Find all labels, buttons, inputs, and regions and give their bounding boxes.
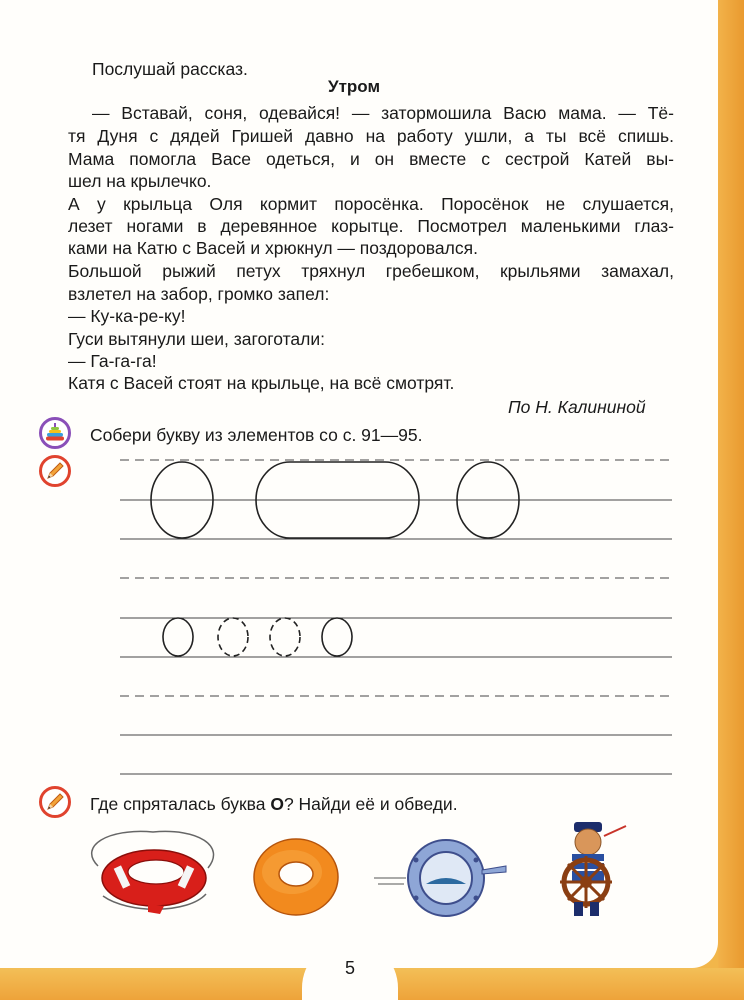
story-line: лезет ногами в деревянное корытце. Посмотрел маленькими глаз-: [68, 216, 674, 236]
story-line: ками на Катю с Васей и хрюкнул — поздоровался.: [68, 238, 478, 258]
page-number: 5: [344, 958, 355, 978]
story-author: По Н. Калининой: [508, 397, 646, 417]
letter-o: О: [270, 794, 284, 814]
story-line: Большой рыжий петух тряхнул гребешком, крыльями замахал,: [68, 261, 674, 281]
story-line: Мама помогла Васе одеться, и он вместе с сестрой Катей вы-: [68, 149, 674, 169]
small-o-sample: [322, 618, 352, 656]
small-o-trace: [270, 618, 300, 656]
small-o-sample: [163, 618, 193, 656]
task-collect-letter: Собери букву из элементов со с. 91—95.: [90, 425, 423, 445]
story-line: Гуси вытянули шеи, загоготали:: [68, 329, 325, 349]
pencil-icon: [39, 786, 71, 818]
story-line: взлетел на забор, громко запел:: [68, 284, 330, 304]
sailor-helm-picture[interactable]: [544, 816, 636, 920]
story-line: — Вставай, соня, одевайся! — затормошила Васю мама. — Тё-: [92, 103, 674, 123]
story-line: Катя с Васей стоят на крыльце, на всё смотрят.: [68, 373, 455, 393]
story-title: Утром: [328, 77, 381, 96]
intro-instruction: Послушай рассказ.: [92, 59, 248, 79]
story-line: шел на крылечко.: [68, 171, 212, 191]
life-buoy-picture[interactable]: [78, 826, 228, 916]
story-line: — Ку-ка-ре-ку!: [68, 306, 186, 326]
bagel-picture[interactable]: [246, 834, 346, 918]
small-o-trace: [218, 618, 248, 656]
story-line: А у крыльца Оля кормит поросёнка. Поросёнок не слушается,: [68, 194, 674, 214]
story-line: — Га-га-га!: [68, 351, 157, 371]
porthole-picture[interactable]: [370, 836, 510, 920]
task-find-letter: Где спряталась буква О? Найди её и обведи.: [90, 794, 458, 814]
story-line: тя Дуня с дядей Гришей давно на работу ушли, а ты всё спишь.: [68, 126, 674, 146]
